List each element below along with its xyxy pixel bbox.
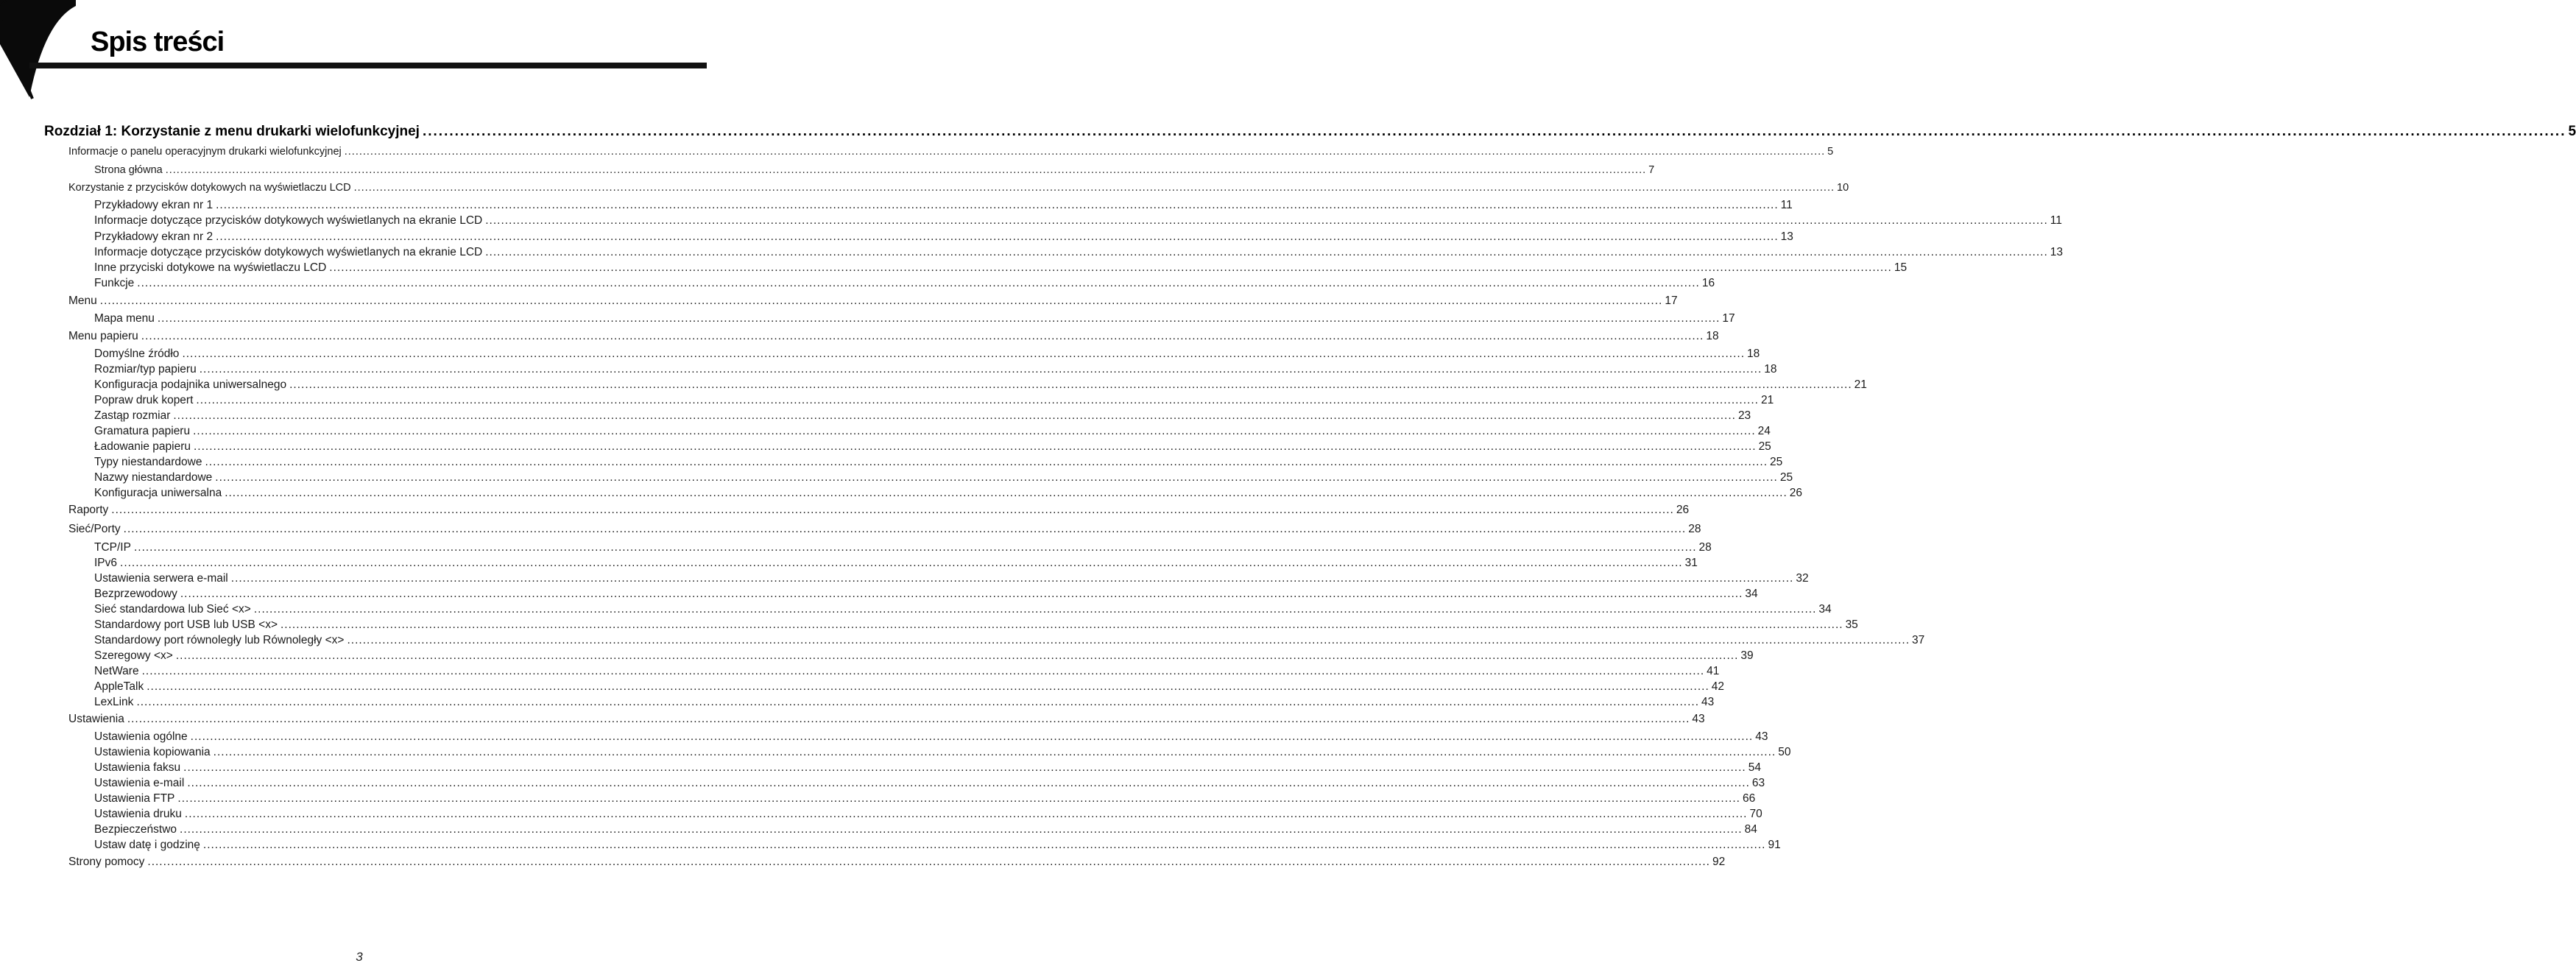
toc-page-number: 37 [1912, 634, 1925, 646]
toc-entry[interactable] [94, 487, 1802, 500]
toc-page-number: 54 [1748, 761, 1761, 774]
toc-page-number: 50 [1778, 746, 1791, 758]
toc-entry-title: Ustawienia e-mail [94, 777, 185, 789]
toc-entry[interactable] [94, 261, 1908, 275]
toc-page-number: 91 [1768, 839, 1781, 851]
toc-entry[interactable] [68, 504, 1690, 517]
toc-entry[interactable] [94, 808, 1762, 821]
toc-dot-leader: ................................................................................................................................................................................................................................................................................................................................................................................................................ [141, 665, 1705, 677]
toc-entry[interactable] [94, 572, 1809, 585]
page-number: 3 [356, 950, 363, 964]
toc-entry[interactable] [94, 312, 1735, 325]
toc-entry[interactable] [94, 164, 1655, 176]
toc-page-number: 28 [1698, 541, 1712, 554]
toc-entry-title: Inne przyciski dotykowe na wyświetlaczu LCD [94, 261, 327, 274]
toc-dot-leader: ................................................................................................................................................................................................................................................................................................................................................................................................................ [347, 634, 1910, 646]
toc-dot-leader: ................................................................................................................................................................................................................................................................................................................................................................................................................ [165, 164, 1647, 176]
toc-entry[interactable] [94, 680, 1725, 694]
toc-entry-title: Strony pomocy [68, 856, 145, 868]
toc-entry[interactable] [94, 665, 1720, 678]
toc-entry[interactable] [94, 348, 1760, 361]
toc-page-number: 66 [1742, 792, 1756, 805]
toc-entry[interactable] [94, 246, 2064, 259]
toc-chapter-entry[interactable] [44, 124, 2576, 140]
toc-entry-title: Raporty [68, 504, 109, 516]
toc-entry-title: Konfiguracja podajnika uniwersalnego [94, 378, 287, 391]
toc-entry-title: Domyślne źródło [94, 348, 180, 360]
toc-entry-title: NetWare [94, 665, 139, 677]
page-title: Spis treści [91, 27, 225, 57]
toc-dot-leader: ................................................................................................................................................................................................................................................................................................................................................................................................................ [485, 214, 2048, 227]
toc-page-number: 15 [1894, 261, 1908, 274]
toc-page-number: 28 [1688, 523, 1701, 535]
toc-dot-leader: ................................................................................................................................................................................................................................................................................................................................................................................................................ [175, 649, 1739, 662]
toc-entry[interactable] [94, 541, 1712, 554]
toc-entry[interactable] [94, 777, 1765, 790]
toc-entry[interactable] [94, 823, 1757, 836]
toc-page-number: 39 [1740, 649, 1754, 662]
toc-entry[interactable] [94, 649, 1754, 663]
toc-entry[interactable] [94, 394, 1774, 407]
toc-page-number: 70 [1749, 808, 1762, 820]
toc-entry-title: Ładowanie papieru [94, 440, 191, 453]
toc-dot-leader: ................................................................................................................................................................................................................................................................................................................................................................................................................ [193, 425, 1756, 437]
toc-dot-leader: ................................................................................................................................................................................................................................................................................................................................................................................................................ [215, 471, 1778, 484]
toc-page-number: 23 [1737, 409, 1751, 422]
toc-entry-title: Ustawienia ogólne [94, 730, 188, 743]
toc-page-number: 13 [2050, 246, 2064, 258]
toc-entry[interactable] [94, 696, 1715, 709]
toc-entry[interactable] [68, 713, 1705, 726]
title-underline [29, 63, 707, 68]
toc-entry[interactable] [94, 277, 1715, 290]
toc-entry[interactable] [94, 456, 1783, 469]
toc-entry[interactable] [94, 839, 1781, 852]
toc-dot-leader: ................................................................................................................................................................................................................................................................................................................................................................................................................ [344, 146, 1826, 158]
toc-entry[interactable] [94, 230, 1793, 244]
toc-page-number: 11 [1780, 199, 1793, 211]
toc-entry[interactable] [94, 761, 1761, 775]
toc-dot-leader: ................................................................................................................................................................................................................................................................................................................................................................................................................ [280, 618, 1843, 631]
toc-dot-leader: ................................................................................................................................................................................................................................................................................................................................................................................................................ [225, 487, 1788, 499]
toc-dot-leader: ................................................................................................................................................................................................................................................................................................................................................................................................................ [147, 856, 1710, 868]
toc-dot-leader: ................................................................................................................................................................................................................................................................................................................................................................................................................ [187, 777, 1750, 789]
toc-entry-title: Gramatura papieru [94, 425, 191, 437]
toc-entry-title: LexLink [94, 696, 134, 708]
toc-entry[interactable] [94, 214, 2062, 228]
toc-entry[interactable] [94, 746, 1791, 759]
toc-dot-leader: ................................................................................................................................................................................................................................................................................................................................................................................................................ [99, 295, 1663, 307]
toc-entry-title: Ustawienia serwera e-mail [94, 572, 228, 585]
toc-page-number: 41 [1707, 665, 1720, 677]
toc-entry-title: Sieć standardowa lub Sieć <x> [94, 603, 251, 616]
toc-dot-leader: ................................................................................................................................................................................................................................................................................................................................................................................................................ [137, 277, 1700, 289]
toc-entry-title: Zastąp rozmiar [94, 409, 171, 422]
toc-page-number: 11 [2050, 214, 2062, 227]
toc-page-number: 18 [1747, 348, 1760, 360]
chapter-corner-mark [0, 0, 81, 103]
toc-page-number: 18 [1706, 330, 1719, 342]
toc-entry[interactable] [94, 730, 1768, 744]
toc-page-number: 84 [1744, 823, 1757, 836]
toc-entry-title: Standardowy port równoległy lub Równoległy <x> [94, 634, 345, 646]
toc-page-number: 35 [1845, 618, 1858, 631]
toc-page-number: 31 [1684, 557, 1698, 569]
toc-page-number: 7 [1648, 164, 1655, 176]
toc-entry-title: Bezpieczeństwo [94, 823, 177, 836]
toc-entry-title: Informacje dotyczące przycisków dotykowych wyświetlanych na ekranie LCD [94, 214, 483, 227]
toc-dot-leader: ................................................................................................................................................................................................................................................................................................................................................................................................................ [184, 808, 1748, 820]
toc-dot-leader: ................................................................................................................................................................................................................................................................................................................................................................................................................ [289, 378, 1852, 391]
toc-dot-leader: ................................................................................................................................................................................................................................................................................................................................................................................................................ [253, 603, 1817, 616]
toc-dot-leader: ................................................................................................................................................................................................................................................................................................................................................................................................................ [136, 696, 1699, 708]
toc-entry[interactable] [94, 557, 1698, 570]
toc-entry-title: Sieć/Porty [68, 523, 121, 535]
toc-entry-title: Menu papieru [68, 330, 138, 342]
toc-page-number: 25 [1779, 471, 1793, 484]
toc-page-number: 42 [1711, 680, 1725, 693]
toc-entry-title: Popraw druk kopert [94, 394, 194, 406]
toc-entry[interactable] [94, 199, 1793, 212]
toc-entry[interactable] [68, 182, 1849, 194]
toc-entry-title: Informacje o panelu operacyjnym drukarki wielofunkcyjnej [68, 146, 342, 158]
toc-dot-leader: ................................................................................................................................................................................................................................................................................................................................................................................................................ [180, 588, 1743, 600]
toc-page-number: 16 [1701, 277, 1715, 289]
toc-dot-leader: ................................................................................................................................................................................................................................................................................................................................................................................................................ [173, 409, 1736, 422]
toc-dot-leader: ................................................................................................................................................................................................................................................................................................................................................................................................................ [180, 823, 1743, 836]
toc-dot-leader: ................................................................................................................................................................................................................................................................................................................................................................................................................ [120, 557, 1683, 569]
toc-entry[interactable] [94, 603, 1832, 616]
toc-dot-leader: ................................................................................................................................................................................................................................................................................................................................................................................................................ [183, 761, 1746, 774]
toc-entry-title: Szeregowy <x> [94, 649, 173, 662]
toc-entry-title: Konfiguracja uniwersalna [94, 487, 222, 499]
toc-page-number: 5 [2568, 124, 2576, 139]
toc-entry-title: Ustawienia druku [94, 808, 182, 820]
toc-page-number: 21 [1760, 394, 1774, 406]
toc-page-number: 43 [1692, 713, 1705, 725]
toc-entry[interactable] [68, 146, 1834, 158]
toc-page-number: 10 [1837, 182, 1849, 194]
toc-entry-title: Mapa menu [94, 312, 155, 325]
toc-dot-leader: ................................................................................................................................................................................................................................................................................................................................................................................................................ [205, 456, 1768, 468]
toc-dot-leader: ................................................................................................................................................................................................................................................................................................................................................................................................................ [190, 730, 1754, 743]
toc-entry[interactable] [94, 471, 1793, 484]
toc-entry-title: Funkcje [94, 277, 135, 289]
toc-dot-leader: ................................................................................................................................................................................................................................................................................................................................................................................................................ [230, 572, 1794, 585]
toc-entry-title: Ustawienia [68, 713, 124, 725]
toc-entry[interactable] [94, 634, 1925, 647]
toc-dot-leader: ................................................................................................................................................................................................................................................................................................................................................................................................................ [485, 246, 2048, 258]
toc-page-number: 25 [1758, 440, 1771, 453]
toc-dot-leader: ................................................................................................................................................................................................................................................................................................................................................................................................................ [196, 394, 1759, 406]
toc-page-number: 25 [1770, 456, 1783, 468]
toc-dot-leader: ................................................................................................................................................................................................................................................................................................................................................................................................................ [329, 261, 1892, 274]
toc-page-number: 26 [1789, 487, 1802, 499]
toc-dot-leader: ................................................................................................................................................................................................................................................................................................................................................................................................................ [127, 713, 1690, 725]
toc-entry-title: Typy niestandardowe [94, 456, 202, 468]
toc-dot-leader: ................................................................................................................................................................................................................................................................................................................................................................................................................ [123, 523, 1687, 535]
toc-entry-title: IPv6 [94, 557, 118, 569]
toc-dot-leader: ................................................................................................................................................................................................................................................................................................................................................................................................................ [157, 312, 1721, 325]
toc-page-number: 43 [1755, 730, 1768, 743]
toc-page-number: 92 [1712, 856, 1726, 868]
toc-entry[interactable] [68, 523, 1701, 536]
toc-dot-leader: ................................................................................................................................................................................................................................................................................................................................................................................................................ [141, 330, 1704, 342]
toc-dot-leader: ................................................................................................................................................................................................................................................................................................................................................................................................................ [213, 746, 1776, 758]
toc-entry[interactable] [94, 409, 1751, 423]
toc-page-number: 21 [1854, 378, 1867, 391]
toc-dot-leader: ................................................................................................................................................................................................................................................................................................................................................................................................................ [353, 182, 1835, 194]
toc-entry[interactable] [94, 425, 1771, 438]
toc-dot-leader: ................................................................................................................................................................................................................................................................................................................................................................................................................ [199, 363, 1762, 376]
toc-dot-leader: ................................................................................................................................................................................................................................................................................................................................................................................................................ [422, 124, 2566, 139]
toc-page-number: 34 [1818, 603, 1832, 616]
toc-page-number: 17 [1722, 312, 1735, 325]
toc-page-number: 17 [1665, 295, 1678, 307]
toc-page-number: 63 [1751, 777, 1765, 789]
toc-entry[interactable] [68, 330, 1719, 343]
toc-entry-title: Menu [68, 295, 97, 307]
toc-entry-title: Bezprzewodowy [94, 588, 177, 600]
toc-entry[interactable] [68, 295, 1678, 308]
toc-entry[interactable] [94, 440, 1771, 454]
toc-entry-title: Nazwy niestandardowe [94, 471, 213, 484]
toc-entry-title: Przykładowy ekran nr 2 [94, 230, 214, 243]
toc-entry-title: Ustawienia FTP [94, 792, 175, 805]
toc-dot-leader: ................................................................................................................................................................................................................................................................................................................................................................................................................ [202, 839, 1766, 851]
toc-dot-leader: ................................................................................................................................................................................................................................................................................................................................................................................................................ [216, 230, 1779, 243]
toc-page-number: 13 [1780, 230, 1793, 243]
toc-entry-title: Ustawienia kopiowania [94, 746, 211, 758]
toc-dot-leader: ................................................................................................................................................................................................................................................................................................................................................................................................................ [177, 792, 1740, 805]
toc-page-number: 18 [1764, 363, 1777, 376]
toc-entry[interactable] [68, 856, 1726, 869]
toc-dot-leader: ................................................................................................................................................................................................................................................................................................................................................................................................................ [133, 541, 1697, 554]
toc-dot-leader: ................................................................................................................................................................................................................................................................................................................................................................................................................ [147, 680, 1709, 693]
toc-entry-title: Ustawienia faksu [94, 761, 181, 774]
toc-entry-title: Rozdział 1: Korzystanie z menu drukarki wielofunkcyjnej [44, 124, 420, 139]
toc-entry-title: Przykładowy ekran nr 1 [94, 199, 214, 211]
toc-dot-leader: ................................................................................................................................................................................................................................................................................................................................................................................................................ [194, 440, 1757, 453]
toc-entry-title: AppleTalk [94, 680, 144, 693]
toc-page-number: 43 [1701, 696, 1715, 708]
toc-page-number: 5 [1827, 146, 1834, 158]
toc-dot-leader: ................................................................................................................................................................................................................................................................................................................................................................................................................ [182, 348, 1745, 360]
toc-entry[interactable] [94, 588, 1758, 601]
toc-entry[interactable] [94, 363, 1777, 376]
toc-dot-leader: ................................................................................................................................................................................................................................................................................................................................................................................................................ [216, 199, 1779, 211]
toc-page-number: 34 [1745, 588, 1758, 600]
toc-entry[interactable] [94, 618, 1858, 632]
toc-entry-title: Ustaw datę i godzinę [94, 839, 200, 851]
toc-entry[interactable] [94, 792, 1756, 805]
toc-entry-title: TCP/IP [94, 541, 131, 554]
toc-entry-title: Standardowy port USB lub USB <x> [94, 618, 278, 631]
toc-entry-title: Strona główna [94, 164, 163, 176]
toc-dot-leader: ................................................................................................................................................................................................................................................................................................................................................................................................................ [111, 504, 1674, 516]
toc-page-number: 26 [1676, 504, 1690, 516]
toc-page-number: 24 [1757, 425, 1771, 437]
toc-page-number: 32 [1796, 572, 1809, 585]
toc-entry-title: Informacje dotyczące przycisków dotykowych wyświetlanych na ekranie LCD [94, 246, 483, 258]
toc-entry-title: Korzystanie z przycisków dotykowych na wyświetlaczu LCD [68, 182, 351, 194]
toc-entry-title: Rozmiar/typ papieru [94, 363, 197, 376]
toc-entry[interactable] [94, 378, 1867, 392]
